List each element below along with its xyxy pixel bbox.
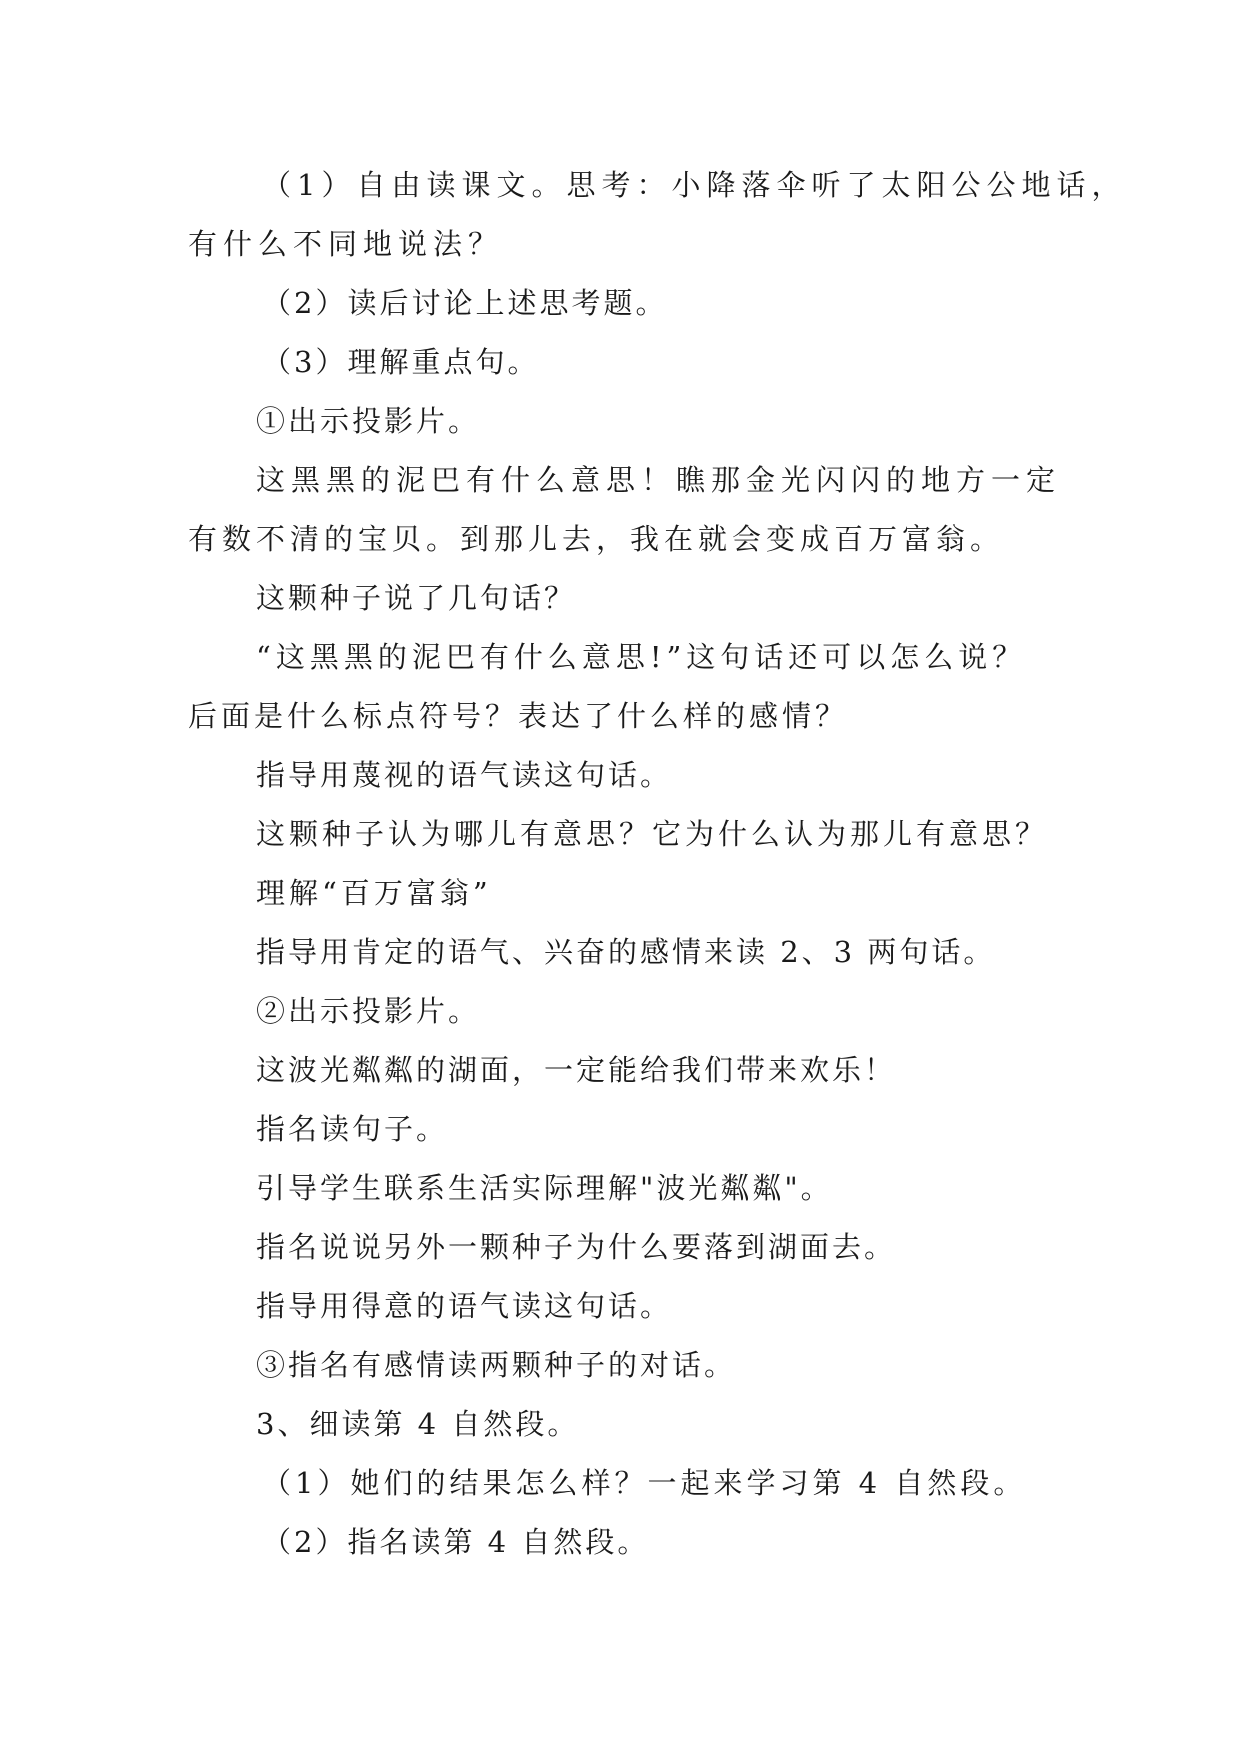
text-line: 有数不清的宝贝。到那儿去，我在就会变成百万富翁。 xyxy=(188,522,1005,556)
text-line: 指导用肯定的语气、兴奋的感情来读 2、3 两句话。 xyxy=(256,935,996,969)
text-line: 3、细读第 4 自然段。 xyxy=(256,1407,580,1441)
text-line: 指名说说另外一颗种子为什么要落到湖面去。 xyxy=(256,1230,897,1264)
text-line: “这黑黑的泥巴有什么意思!”这句话还可以怎么说？ xyxy=(256,640,1027,674)
text-line: 指导用蔑视的语气读这句话。 xyxy=(256,758,673,792)
text-line: 后面是什么标点符号？表达了什么样的感情？ xyxy=(188,699,849,733)
text-line: 理解“百万富翁” xyxy=(256,876,492,910)
text-line: （3）理解重点句。 xyxy=(262,345,540,379)
text-line: ①出示投影片。 xyxy=(256,404,481,438)
text-line: （1）她们的结果怎么样？一起来学习第 4 自然段。 xyxy=(262,1466,1027,1500)
text-line: 这黑黑的泥巴有什么意思！瞧那金光闪闪的地方一定 xyxy=(256,463,1062,497)
text-line: ②出示投影片。 xyxy=(256,994,481,1028)
text-line: 这颗种子说了几句话？ xyxy=(256,581,577,615)
text-line: （1）自由读课文。思考：小降落伞听了太阳公公地话， xyxy=(262,168,1127,202)
text-line: 指导用得意的语气读这句话。 xyxy=(256,1289,673,1323)
text-line: 有什么不同地说法？ xyxy=(188,227,504,261)
text-line: 这波光粼粼的湖面，一定能给我们带来欢乐！ xyxy=(256,1053,897,1087)
text-line: （2）读后讨论上述思考题。 xyxy=(262,286,668,320)
text-line: 指名读句子。 xyxy=(256,1112,449,1146)
text-line: （2）指名读第 4 自然段。 xyxy=(262,1525,650,1559)
text-line: ③指名有感情读两颗种子的对话。 xyxy=(256,1348,737,1382)
text-line: 这颗种子认为哪儿有意思？它为什么认为那儿有意思？ xyxy=(256,817,1049,851)
text-line: 引导学生联系生活实际理解"波光粼粼"。 xyxy=(256,1171,833,1205)
